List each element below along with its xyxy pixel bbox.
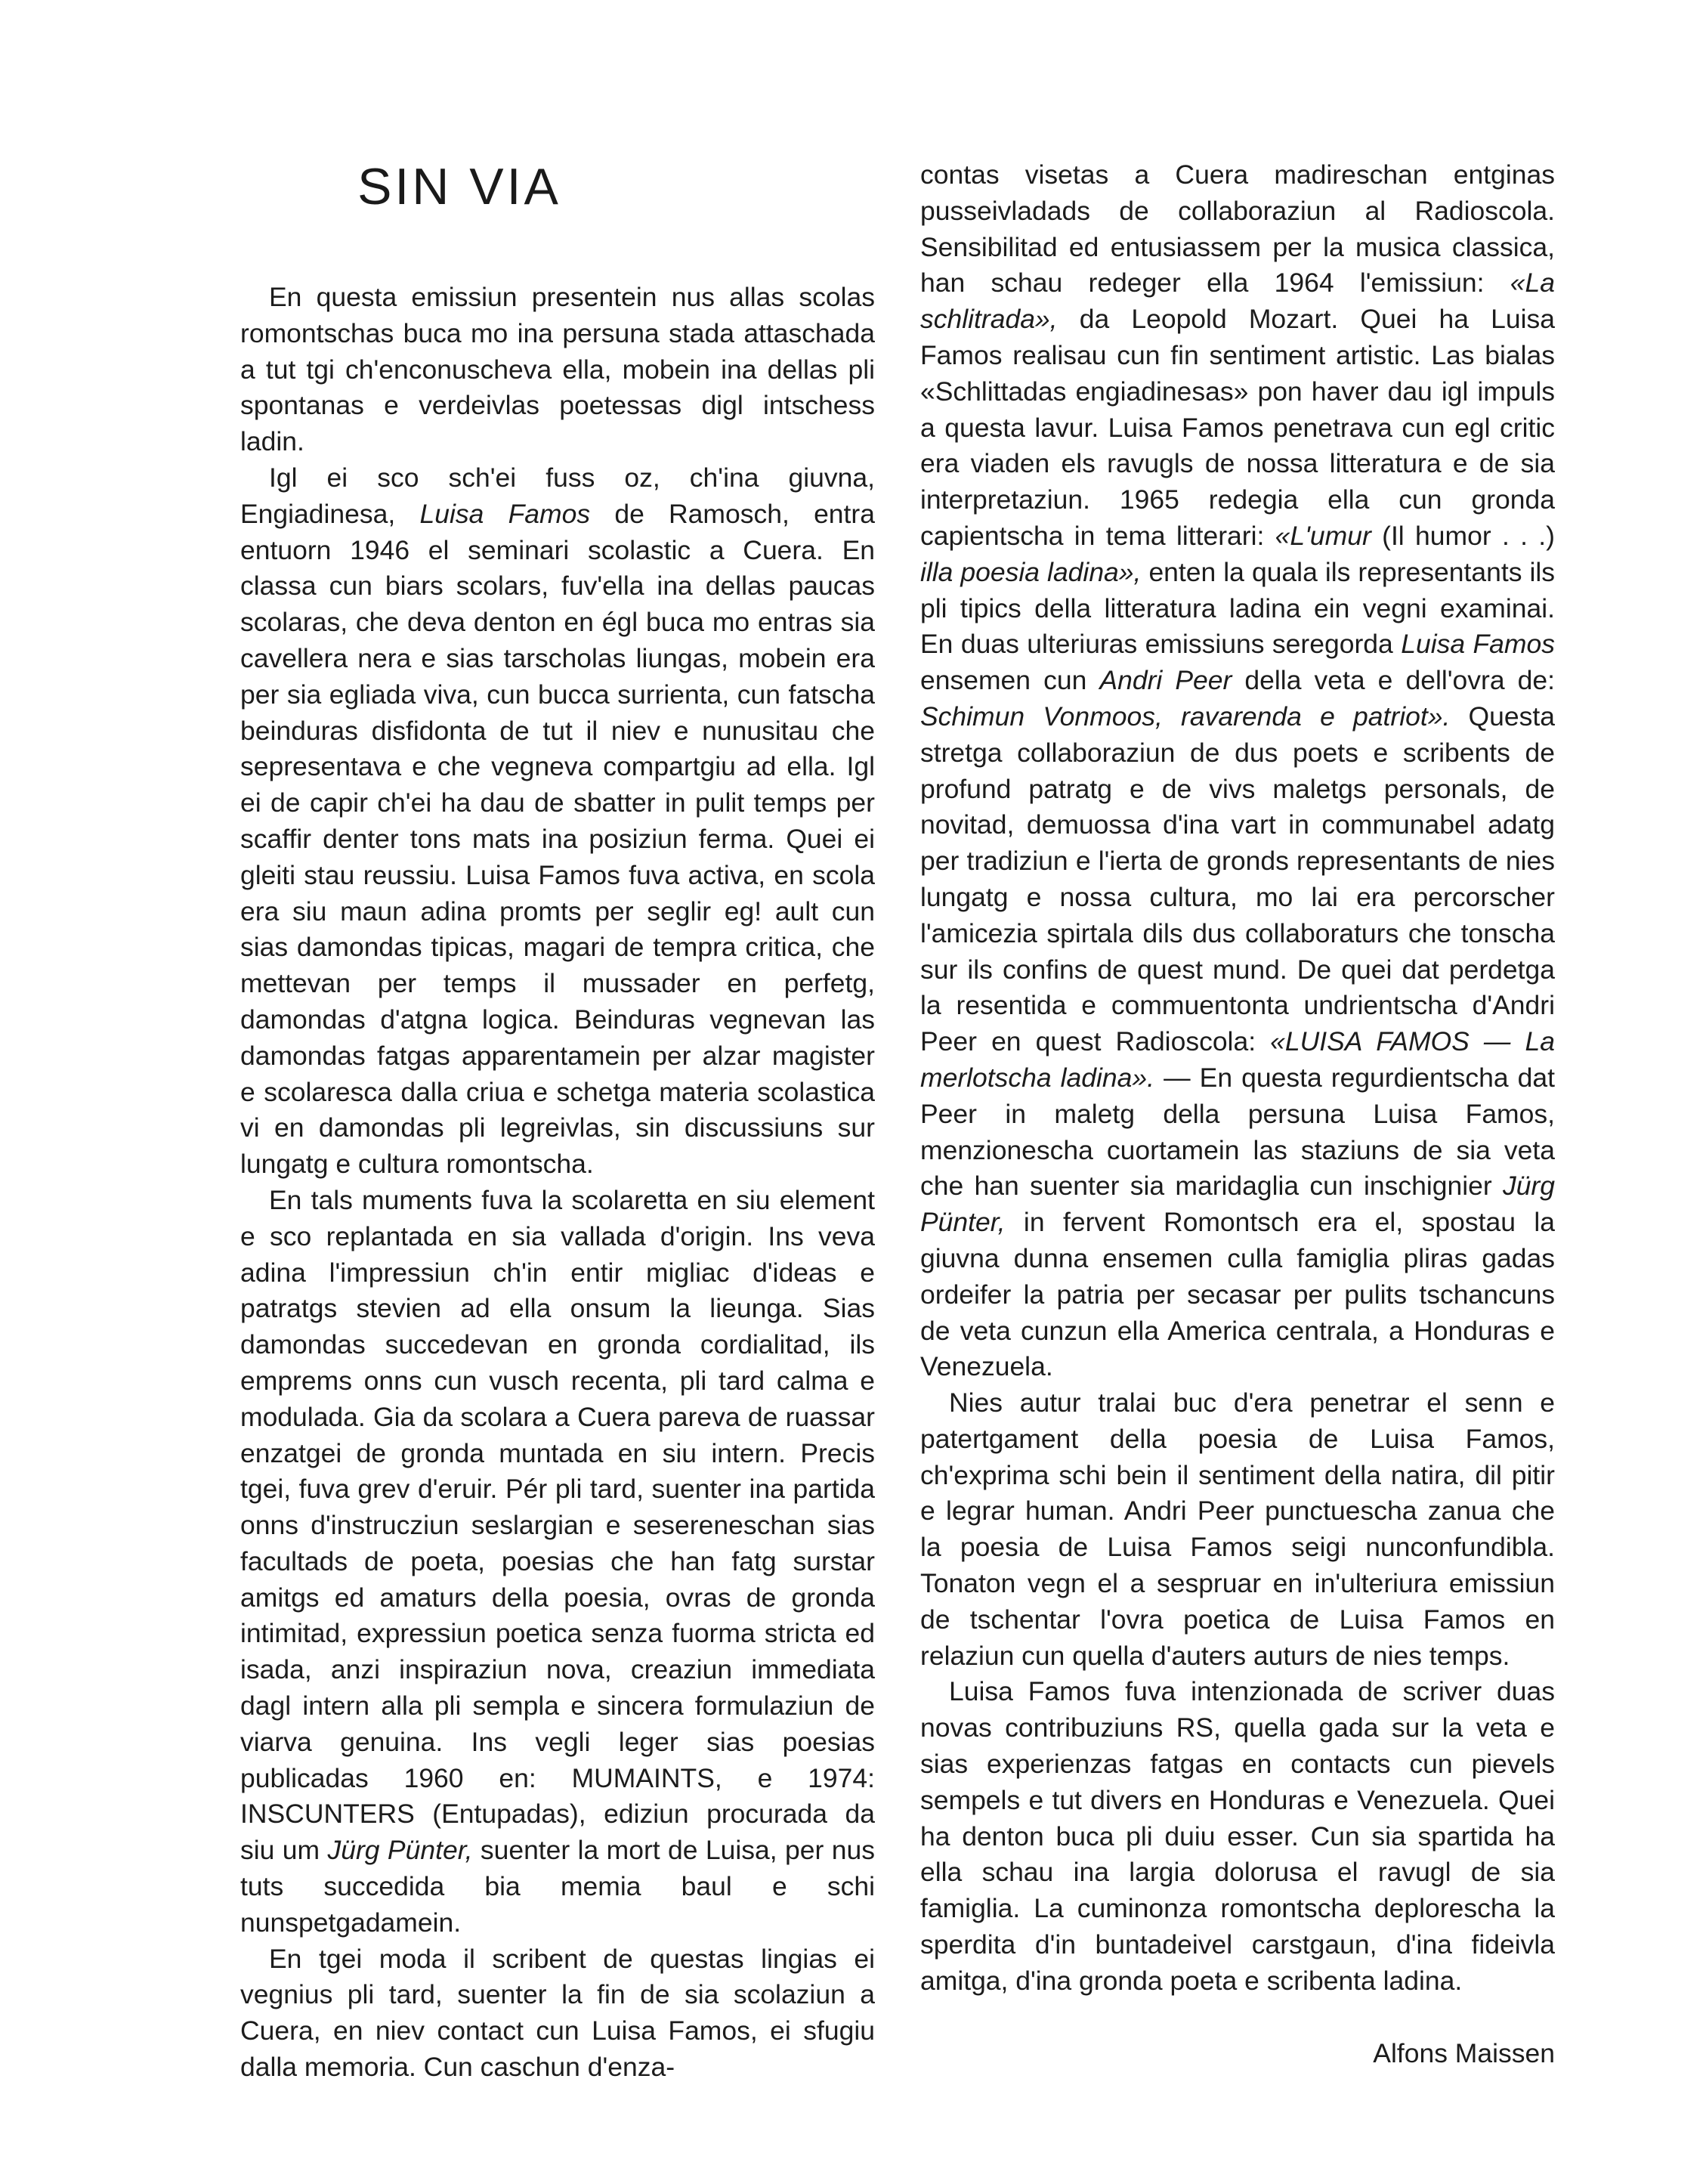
text-run: — En questa regurdientscha dat Peer in maletg della persuna Luisa Famos, menzionescha cuortamein las staziuns de sia veta che han suenter sia maridaglia cun inschignier [920, 1062, 1555, 1202]
person-name: Jürg Pünter, [327, 1835, 473, 1866]
paragraph-author-analysis: Nies autur tralai buc d'era penetrar el senn e patertgament della poesia de Luisa Famos, ch'exprima schi bein il sentiment della natira, dil pitir e legrar human. Andri Peer punctuescha zanua che la poesia de Luisa Famos seigi nunconfundibla. Tonaton vegn el a sespruar en in'ulteriura emissiun de tschentar l'ovra poetica de Luisa Famos en relaziun cun quella d'auters auturs de nies temps. [920, 1387, 1555, 1671]
work-title: «LUISA FAMOS — La merlotscha ladina». [920, 1026, 1555, 1093]
work-title: illa poesia ladina», [920, 556, 1142, 587]
text-run: de Ramosch, entra entuorn 1946 el seminari scolastic a Cuera. En classa cun biars scolars, fuv'ella ina dellas paucas scolaras, che deva denton en égl buca mo entras sia cavellera nera e sias tarscholas liungas, mobein era per sia egliada viva, cun bucca surrienta, cun fatscha beinduras disfidonta de tut il niev e nunusitau che sepresentava e che vegneva compartgiu ad ella. Igl ei de capir ch'ei ha dau de sbatter in pulit temps per scaffir denter tons mats ina posiziun ferma. Quei ei gleiti stau reussiu. Luisa Famos fuva activa, en scola era siu maun adina promts per seglir eg! ault cun sias damondas tipicas, magari de tempra critica, che mettevan per temps il mussader en perfetg, damondas d'atgna logica. Beinduras vegnevan las damondas fatgas apparentamein per alzar magister e scolaresca dalla criua e schetga materia scolastica vi en damondas pli legreivlas, sin discussiuns sur lungatg e cultura romontscha. [240, 498, 875, 1180]
paragraph-poetry [240, 1183, 875, 1941]
left-column [240, 280, 875, 2086]
author-signature: Alfons Maissen [1373, 2038, 1555, 2068]
text-run: in fervent Romontsch era el, spostau la giuvna dunna ensemen culla famiglia pliras gadas ordeifer la patria per secasar per pulits tschancuns de veta cunzun ella America centrala, a Honduras e Venezuela. [920, 1207, 1555, 1382]
text-run: En tals muments fuva la scolaretta en siu element e sco replantada en sia vallada d'origin. Ins veva adina l'impressiun ch'in entir migliac d'ideas e patratgs stevien ad ella onsum la lieunga. Sias damondas succedevan en gronda cordialitad, ils emprems onns cun vusch recenta, pli tard calma e modulada. Gia da scolara a Cuera pareva de ruassar enzatgei de gronda muntada en siu intern. Precis tgei, fuva grev d'eruir. Pér pli tard, suenter ina partida onns d'instrucziun seslargian e sesereneschan sias facultads de poeta, poesias che han fatg surstar amitgs ed amaturs della poesia, ovras de gronda intimitad, expressiun poetica senza fuorma stricta ed isada, anzi inspiraziun nova, creaziun immediata dagl intern alla pli sempla e sincera formulaziun de viarva genuina. Ins vegli leger sias poesias publicadas 1960 en: MUMAINTS, e 1974: INSCUNTERS (Entupadas), ediziun procurada da siu um [240, 1184, 875, 1866]
person-name: Luisa Famos [1401, 629, 1555, 660]
paragraph-student-years [240, 460, 875, 1183]
text-run: Questa stretga collaboraziun de dus poets e scribents de profund patratg e de vivs maletgs personals, de novitad, demuossa d'ina vart in communabel adatg per tradiziun e l'ierta de gronds representants de nies lungatg e nossa cultura, mo lai era percorscher l'amicezia spirtala dils dus collaboraturs che tonscha sur ils confins de quest mund. De quei dat perdetga la resentida e commuentonta undrientscha d'Andri Peer en quest Radioscola: [920, 701, 1555, 1057]
paragraph-intro: En questa emissiun presentein nus allas scolas romontschas buca mo ina persuna stada attaschada a tut tgi ch'enconuscheva ella, mobein ina dellas pli spontanas e verdeivlas poetessas digl intschess ladin. [240, 282, 875, 457]
text-run: da Leopold Mozart. Quei ha Luisa Famos realisau cun fin sentiment artistic. Las bialas «Schlittadas engiadinesas» pon haver dau igl impuls a questa lavur. Luisa Famos penetrava cun egl critic era viaden els ravugls de nossa litteratura e de sia interpretaziun. 1965 redegia ella cun gronda capientscha in tema litterari: [920, 304, 1555, 551]
person-name: Andri Peer [1099, 665, 1232, 696]
text-run: contas visetas a Cuera madireschan entginas pusseivladads de collaboraziun al Radioscola. Sensibilitad ed entusiassem per la musica classica, han schau redeger ella 1964 l'emissiun: [920, 159, 1555, 299]
right-column [920, 157, 1555, 2000]
paragraph-contact: En tgei moda il scribent de questas lingias ei vegnius pli tard, suenter la fin de sia scolaziun a Cuera, en niev contact cun Luisa Famos, ei sfugiu dalla memoria. Cun caschun d'enza- [240, 1943, 875, 2083]
text-run: Igl ei sco sch'ei fuss oz, ch'ina giuvna, Engiadinesa, [240, 462, 875, 529]
text-run: della veta e dell'ovra de: [1232, 665, 1555, 696]
paragraph-closing: Luisa Famos fuva intenzionada de scriver duas novas contribuziuns RS, quella gada sur la veta e sias experienzas fatgas en contacts cun pievels sempels e tut divers en Honduras e Venezuela. Quei ha denton buca pli duiu esser. Cun sia spartida ha ella schau ina largia dolorusa el ravugl de sia famiglia. La cuminonza romontscha deplorescha la sperdita d'in buntadeivel carstgaun, d'ina fideivla amitga, d'ina gronda poeta e scribenta ladina. [920, 1676, 1555, 1996]
paragraph-collaboration [920, 157, 1555, 1385]
work-title: «La schlitrada», [920, 268, 1555, 335]
work-title: «L'umur [1275, 520, 1371, 551]
work-title: Schimun Vonmoos, ravarenda e patriot». [920, 701, 1451, 732]
text-run: suenter la mort de Luisa, per nus tuts succedida bia memia baul e schi nunspetgadamein. [240, 1835, 875, 1938]
page-title: SIN VIA [357, 158, 561, 215]
person-name: Jürg Pünter, [920, 1171, 1555, 1238]
text-run: (Il humor . . .) [1371, 520, 1555, 551]
text-run: ensemen cun [920, 665, 1100, 696]
person-name: Luisa Famos [419, 498, 591, 529]
text-run: enten la quala ils representants ils pli tipics della litteratura ladina ein vegni examinai. En duas ulteriuras emissiuns seregorda [920, 556, 1555, 660]
